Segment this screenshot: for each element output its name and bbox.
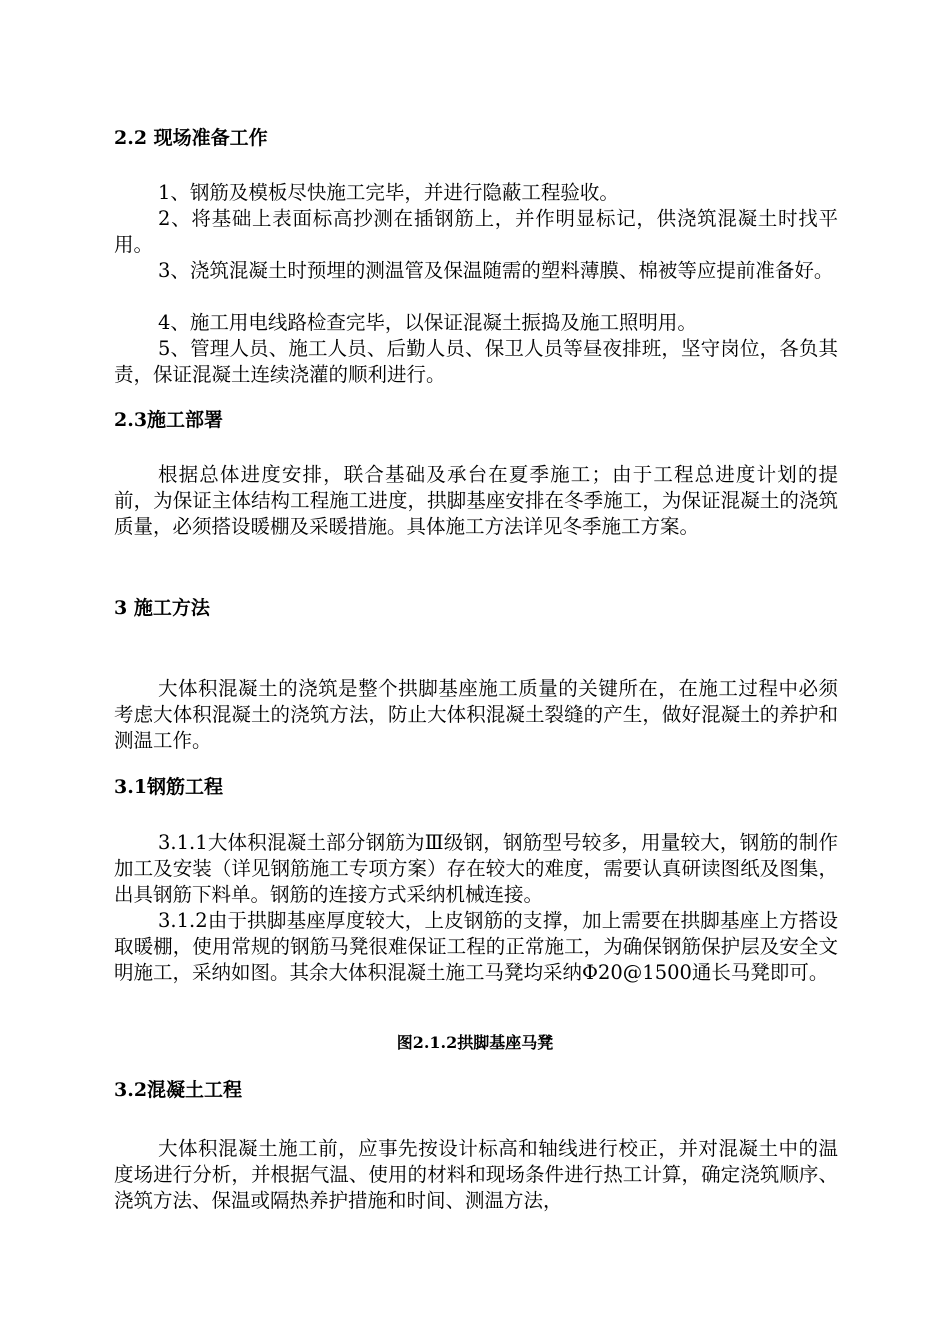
heading-3-1: 3.1钢筋工程 — [114, 776, 224, 798]
paragraph-3-1-1: 3.1.1大体积混凝土部分钢筋为Ⅲ级钢，钢筋型号较多，用量较大，钢筋的制作加工及安装（详见钢筋施工专项方案）存在较大的难度，需要认真研读图纸及图集，出具钢筋下料单。钢筋的连接方式采纳机械连接。 — [114, 831, 838, 906]
paragraph-2-3: 根据总体进度安排，联合基础及承台在夏季施工；由于工程总进度计划的提前，为保证主体结构工程施工进度，拱脚基座安排在冬季施工，为保证混凝土的浇筑质量，必须搭设暖棚及采暖措施。具体施工方法详见冬季施工方案。 — [114, 463, 838, 538]
figure-caption: 图2.1.2拱脚基座马凳 — [396, 1033, 554, 1052]
heading-3-2: 3.2混凝土工程 — [114, 1079, 243, 1101]
paragraph-2-2-item-4: 4、施工用电线路检查完毕，以保证混凝土振捣及施工照明用。 — [158, 311, 697, 334]
paragraph-3-1-2: 3.1.2由于拱脚基座厚度较大，上皮钢筋的支撑，加上需要在拱脚基座上方搭设取暖棚，使用常规的钢筋马凳很难保证工程的正常施工，为确保钢筋保护层及安全文明施工，采纳如图。其余大体积混凝土施工马凳均采纳Φ20@1500通长马凳即可。 — [114, 909, 838, 984]
paragraph-2-2-item-2: 2、将基础上表面标高抄测在插钢筋上，并作明显标记，供浇筑混凝土时找平用。 — [114, 207, 838, 256]
heading-2-2: 2.2 现场准备工作 — [114, 127, 268, 149]
paragraph-2-2-item-5: 5、管理人员、施工人员、后勤人员、保卫人员等昼夜排班，坚守岗位，各负其责，保证混凝土连续浇灌的顺利进行。 — [114, 337, 838, 386]
paragraph-2-2-item-1: 1、钢筋及模板尽快施工完毕，并进行隐蔽工程验收。 — [158, 181, 619, 204]
paragraph-3-2: 大体积混凝土施工前，应事先按设计标高和轴线进行校正，并对混凝土中的温度场进行分析，并根据气温、使用的材料和现场条件进行热工计算，确定浇筑顺序、浇筑方法、保温或隔热养护措施和时间、测温方法， — [114, 1137, 838, 1212]
heading-3: 3 施工方法 — [114, 597, 210, 619]
heading-2-3: 2.3施工部署 — [114, 409, 224, 431]
paragraph-3: 大体积混凝土的浇筑是整个拱脚基座施工质量的关键所在，在施工过程中必须考虑大体积混凝土的浇筑方法，防止大体积混凝土裂缝的产生，做好混凝土的养护和测温工作。 — [114, 677, 838, 752]
paragraph-2-2-item-3: 3、浇筑混凝土时预埋的测温管及保温随需的塑料薄膜、棉被等应提前准备好。 — [158, 259, 834, 282]
